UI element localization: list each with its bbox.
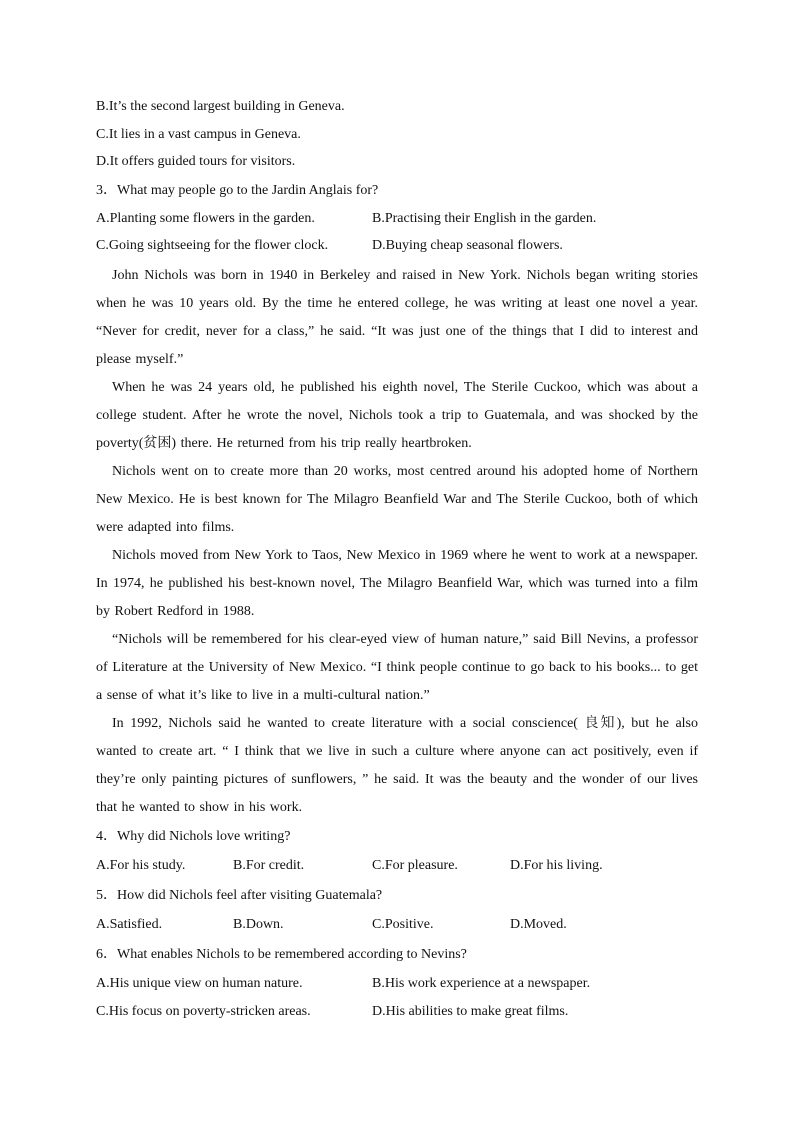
question-3-options-row-2 [96,232,698,260]
question-6-options-row-2 [96,998,698,1025]
option-d-prev: D.It offers guided tours for visitors. [96,154,296,169]
q4-option-c: C.For pleasure. [372,857,458,873]
option-c-prev: C.It lies in a vast campus in Geneva. [96,126,301,142]
q5-option-a: A.Satisfied. [96,916,163,932]
question-5: 5．How did Nichols feel after visiting Guatemala? [96,887,383,903]
passage-paragraph-5: “Nichols will be remembered for his clear-eyed view of human nature,” said Bill Nevins, a professor of Literature at the University of New Mexico. “I think people continue to go back to his books... to get a sense of what it’s like to live in a multi-cultural nation.” [96,631,698,703]
q3-option-b: B.Practising their English in the garden. [372,210,597,226]
question-6-options-row-1 [96,969,698,998]
question-5-options [96,910,698,940]
option-b-prev: B.It’s the second largest building in Geneva. [96,99,345,114]
q3-option-c: C.Going sightseeing for the flower clock. [96,238,329,253]
q6-option-c: C.His focus on poverty-stricken areas. [96,1003,311,1019]
q4-option-a: A.For his study. [96,857,186,873]
q5-option-d: D.Moved. [510,916,567,932]
question-4-options [96,851,698,881]
passage-paragraph-3: Nichols went on to create more than 20 works, most centred around his adopted home of Northern New Mexico. He is best known for The Milagro Beanfield War and The Sterile Cuckoo, both of which were adapted into films. [96,463,698,535]
q5-option-c: C.Positive. [372,916,434,932]
passage-paragraph-4: Nichols moved from New York to Taos, New Mexico in 1969 where he went to work at a newspaper. In 1974, he published his best-known novel, The Milagro Beanfield War, which was turned into a film by Robert Redford in 1988. [96,547,698,619]
question-3-options-row-1 [96,205,698,233]
q3-option-a: A.Planting some flowers in the garden. [96,210,315,226]
question-3: 3．What may people go to the Jardin Anglais for? [96,182,379,198]
passage-paragraph-6: In 1992, Nichols said he wanted to create literature with a social conscience( 良知), but he also wanted to create art. “ I think that we live in such a culture where anyone can act positively, even if they’re only painting pictures of sunflowers, ” he said. It was the beauty and the wonder of our lives that he wanted to show in his work. [96,715,698,815]
q5-option-b: B.Down. [233,916,284,932]
q6-option-a: A.His unique view on human nature. [96,975,303,991]
q4-option-b: B.For credit. [233,857,305,873]
document-content [96,93,698,1025]
question-6: 6．What enables Nichols to be remembered according to Nevins? [96,946,467,962]
q6-option-b: B.His work experience at a newspaper. [372,975,591,991]
passage-paragraph-2: When he was 24 years old, he published his eighth novel, The Sterile Cuckoo, which was about a college student. After he wrote the novel, Nichols took a trip to Guatemala, and was shocked by the poverty(贫困) there. He returned from his trip really heartbroken. [96,379,698,451]
q6-option-d: D.His abilities to make great films. [372,1003,569,1019]
q3-option-d: D.Buying cheap seasonal flowers. [372,238,563,253]
question-4: 4．Why did Nichols love writing? [96,828,291,844]
q4-option-d: D.For his living. [510,857,603,873]
passage-paragraph-1: John Nichols was born in 1940 in Berkeley and raised in New York. Nichols began writing stories when he was 10 years old. By the time he entered college, he was writing at least one novel a year. “Never for credit, never for a class,” he said. “It was just one of the things that I did to interest and please myself.” [96,267,698,367]
